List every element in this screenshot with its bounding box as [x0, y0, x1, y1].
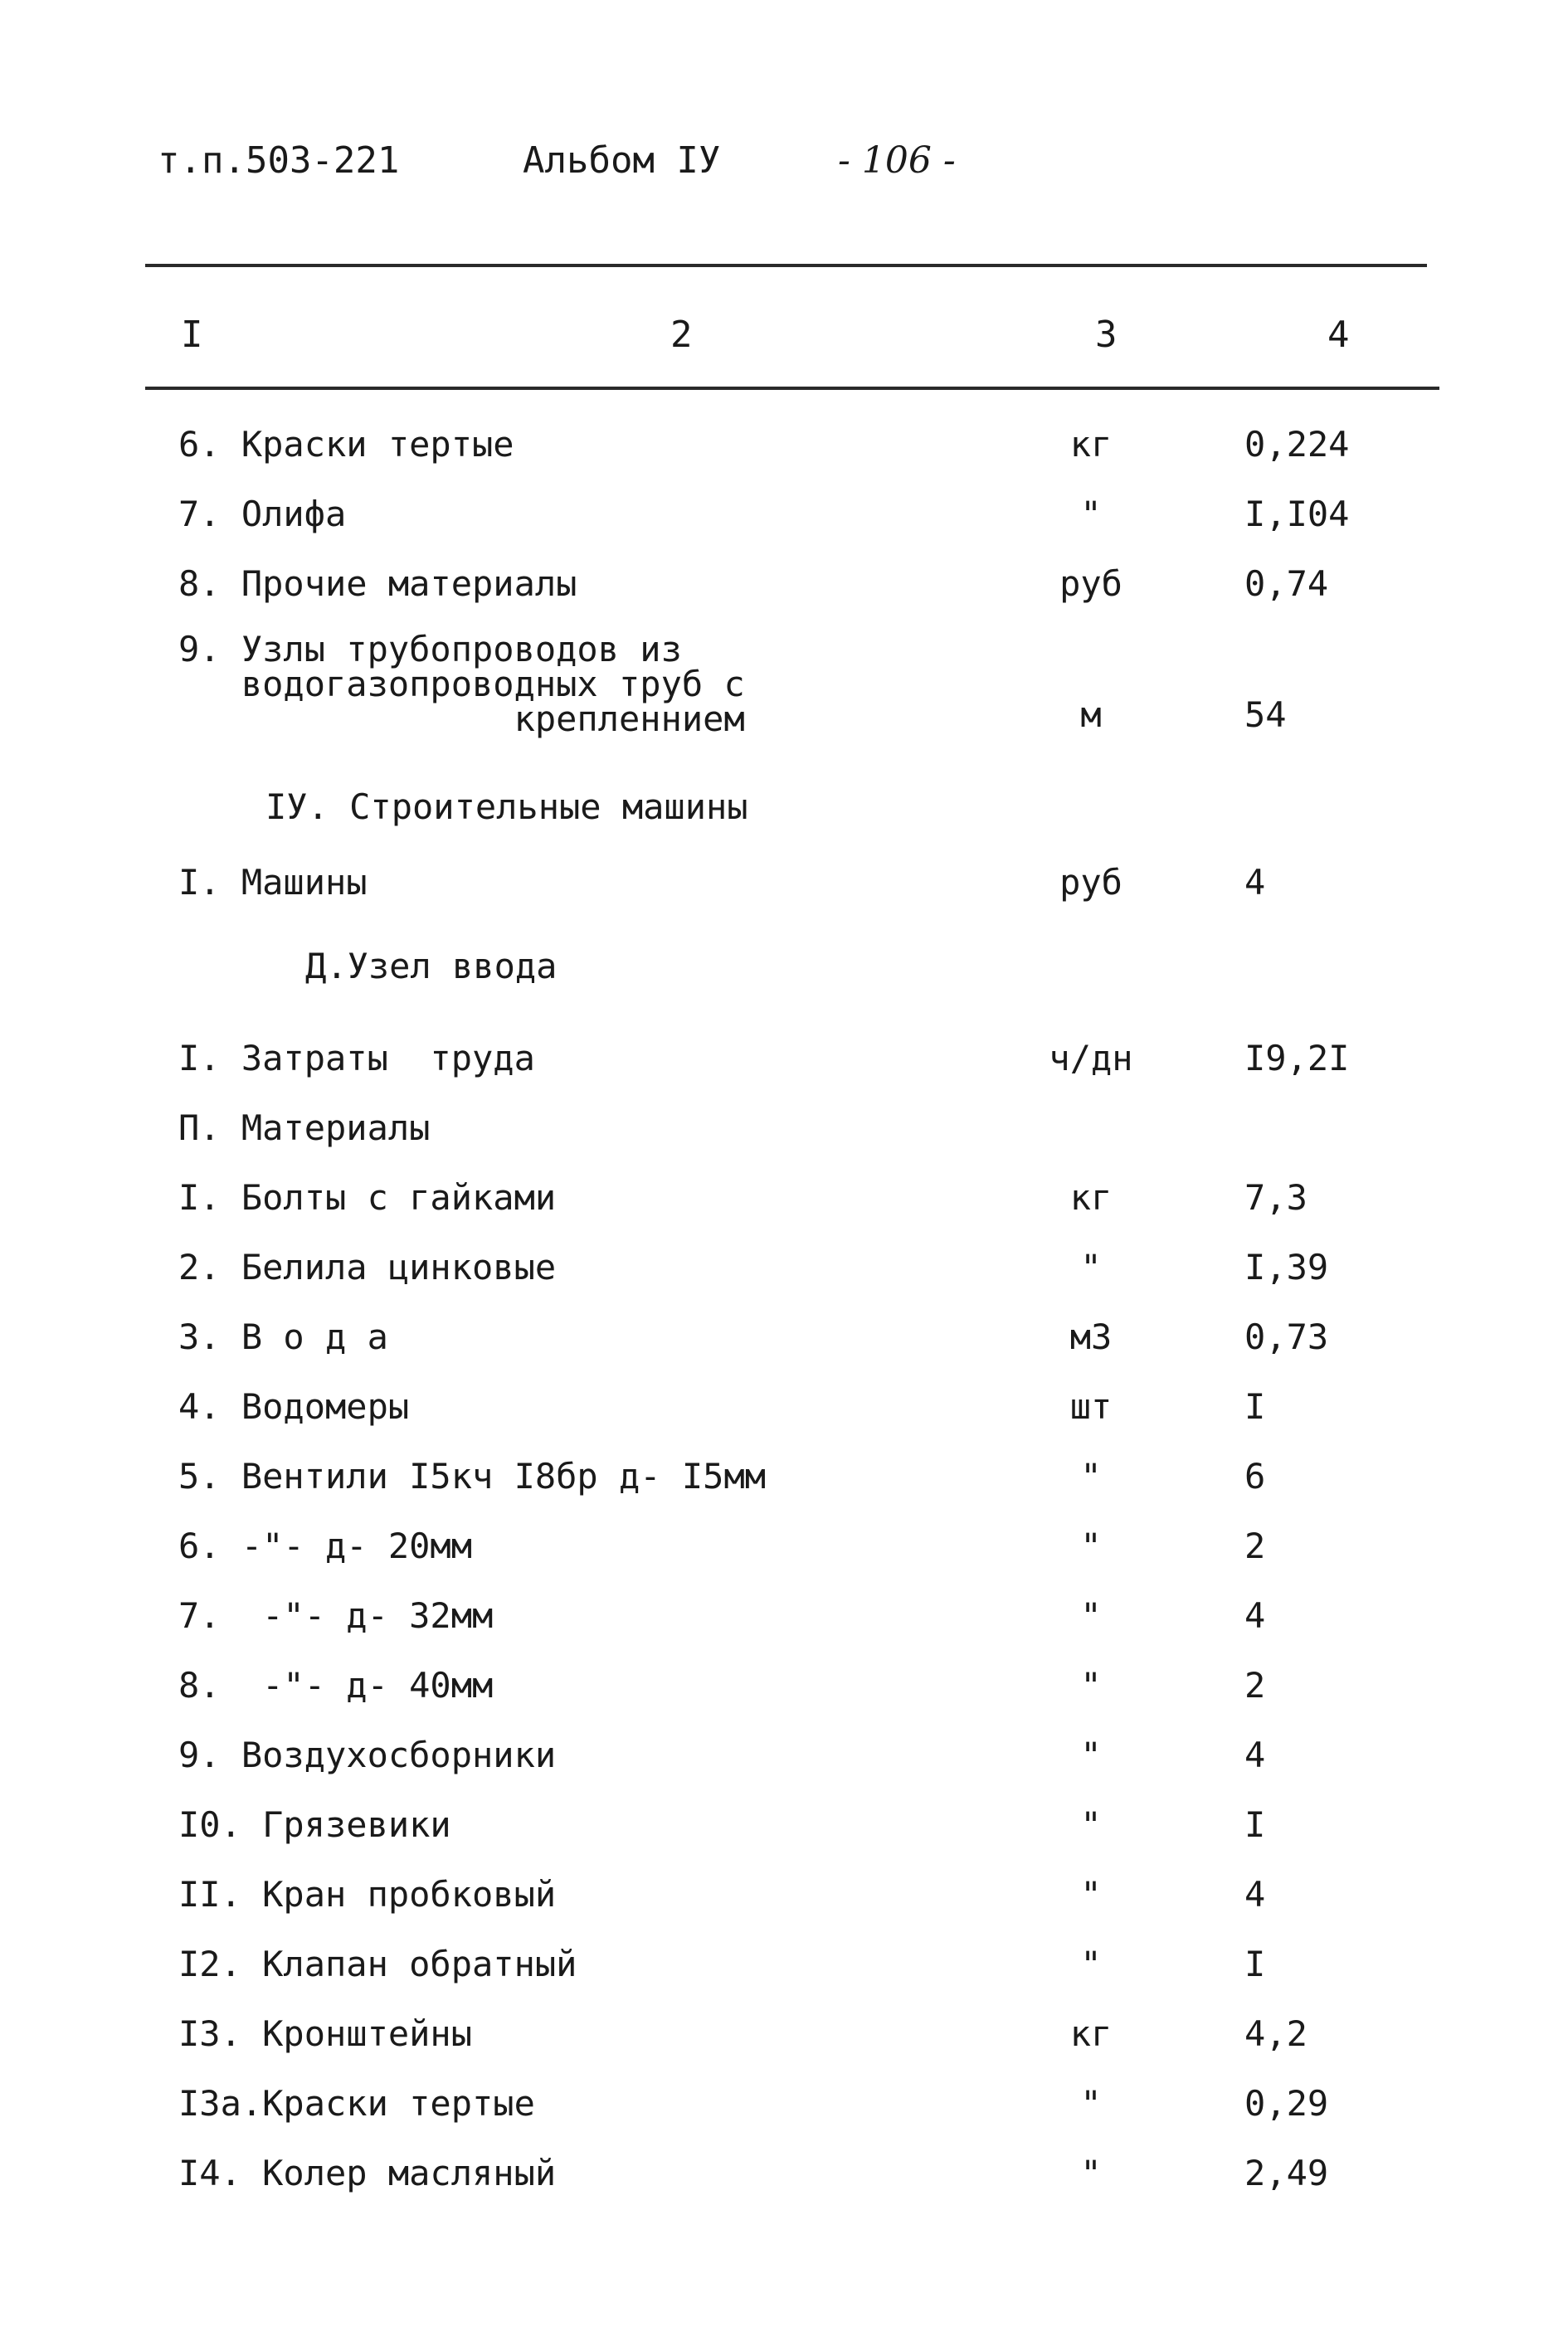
item-name: I3. Кронштейны — [178, 2013, 473, 2054]
item-name: 2. Белила цинковые — [178, 1247, 557, 1287]
item-unit: кг — [1069, 2013, 1113, 2054]
item-value: 2 — [1244, 1526, 1266, 1566]
item-name: 7. Олифа — [178, 494, 347, 534]
table-row — [0, 2149, 1568, 2198]
item-unit: " — [1080, 1595, 1102, 1636]
item-value: I — [1244, 1386, 1266, 1427]
item-value: 4,2 — [1244, 2013, 1307, 2054]
item-unit: руб — [1059, 563, 1122, 604]
item-value: 4 — [1244, 1735, 1266, 1775]
item-value: I9,2I — [1244, 1038, 1350, 1078]
item-unit: шт — [1069, 1386, 1113, 1427]
item-value: 0,224 — [1244, 424, 1350, 465]
item-unit: м3 — [1069, 1317, 1113, 1357]
item-unit: кг — [1069, 424, 1113, 465]
item-value: 0,73 — [1244, 1317, 1329, 1357]
item-name: 8. -"- д- 40мм — [178, 1665, 494, 1706]
table-row — [0, 858, 1568, 908]
table-row — [0, 1103, 1568, 1153]
item-unit: " — [1080, 1944, 1102, 1984]
item-unit: " — [1080, 1735, 1102, 1775]
column-header-1: I — [181, 314, 203, 356]
item-name: П. Материалы — [178, 1107, 431, 1148]
item-value: 4 — [1244, 862, 1266, 903]
table-row — [0, 1243, 1568, 1292]
item-value: 2 — [1244, 1665, 1266, 1706]
table-row — [0, 1661, 1568, 1711]
table-row — [0, 1452, 1568, 1502]
item-name: 4. Водомеры — [178, 1386, 410, 1427]
table-row — [0, 420, 1568, 470]
header-rule — [145, 387, 1439, 390]
item-name: 5. Вентили I5кч I8бр д- I5мм — [178, 1456, 767, 1497]
table-row — [0, 559, 1568, 609]
table-row — [0, 2009, 1568, 2059]
item-name-line-1: 9. Узлы трубопроводов из — [178, 629, 682, 669]
item-name: 7. -"- д- 32мм — [178, 1595, 494, 1636]
item-unit: м — [1080, 694, 1102, 735]
item-value: 4 — [1244, 1874, 1266, 1915]
column-header-3: 3 — [1095, 314, 1118, 356]
item-unit: " — [1080, 494, 1102, 534]
item-name: I0. Грязевики — [178, 1804, 451, 1845]
item-unit: " — [1080, 2153, 1102, 2193]
item-name: I3а.Краски тертые — [178, 2083, 535, 2124]
item-name: 3. В о д а — [178, 1317, 388, 1357]
table-row — [0, 1173, 1568, 1223]
item-value: 6 — [1244, 1456, 1266, 1497]
table-row — [0, 1521, 1568, 1571]
item-name: 8. Прочие материалы — [178, 563, 577, 604]
item-value: 54 — [1244, 694, 1287, 735]
item-name: I4. Колер масляный — [178, 2153, 557, 2193]
item-unit: ч/дн — [1049, 1038, 1133, 1078]
item-unit: " — [1080, 2083, 1102, 2124]
album-label: Альбом IУ — [523, 139, 721, 182]
table-row — [0, 1940, 1568, 1989]
table-row — [0, 1312, 1568, 1362]
item-unit: " — [1080, 1874, 1102, 1915]
item-value: I,39 — [1244, 1247, 1329, 1287]
column-header-4: 4 — [1327, 314, 1350, 356]
item-name: II. Кран пробковый — [178, 1874, 557, 1915]
item-value: 4 — [1244, 1595, 1266, 1636]
item-value: 0,74 — [1244, 563, 1329, 604]
item-unit: " — [1080, 1665, 1102, 1706]
item-name-line-2: водогазопроводных труб с — [178, 664, 745, 704]
table-row — [0, 489, 1568, 539]
column-header-2: 2 — [670, 314, 693, 356]
item-value: 7,3 — [1244, 1177, 1307, 1218]
table-row — [0, 1591, 1568, 1641]
item-name: 6. -"- д- 20мм — [178, 1526, 473, 1566]
section-heading-input-node: Д.Узел ввода — [305, 946, 558, 986]
table-row — [0, 1870, 1568, 1920]
table-row — [0, 1800, 1568, 1850]
item-name: I. Болты с гайками — [178, 1177, 557, 1218]
top-rule — [145, 264, 1427, 267]
item-name: I. Машины — [178, 862, 368, 903]
table-row — [0, 629, 1568, 748]
item-unit: руб — [1059, 862, 1122, 903]
item-unit: кг — [1069, 1177, 1113, 1218]
table-row — [0, 1382, 1568, 1432]
item-name: I2. Клапан обратный — [178, 1944, 577, 1984]
item-unit: " — [1080, 1456, 1102, 1497]
item-value: I,I04 — [1244, 494, 1350, 534]
table-row — [0, 2079, 1568, 2129]
item-value: I — [1244, 1944, 1266, 1984]
section-heading-machines: IУ. Строительные машины — [265, 786, 748, 827]
item-unit: " — [1080, 1247, 1102, 1287]
item-unit: " — [1080, 1804, 1102, 1845]
item-unit: " — [1080, 1526, 1102, 1566]
item-name: 6. Краски тертые — [178, 424, 514, 465]
item-value: 0,29 — [1244, 2083, 1329, 2124]
item-value: 2,49 — [1244, 2153, 1329, 2193]
item-name: I. Затраты труда — [178, 1038, 535, 1078]
table-row — [0, 1730, 1568, 1780]
project-code: т.п.503-221 — [158, 139, 400, 182]
item-name-line-3: крепленнием — [178, 698, 745, 739]
item-name: 9. Воздухосборники — [178, 1735, 557, 1775]
page-number: - 106 - — [838, 139, 956, 182]
item-value: I — [1244, 1804, 1266, 1845]
table-row — [0, 1034, 1568, 1083]
